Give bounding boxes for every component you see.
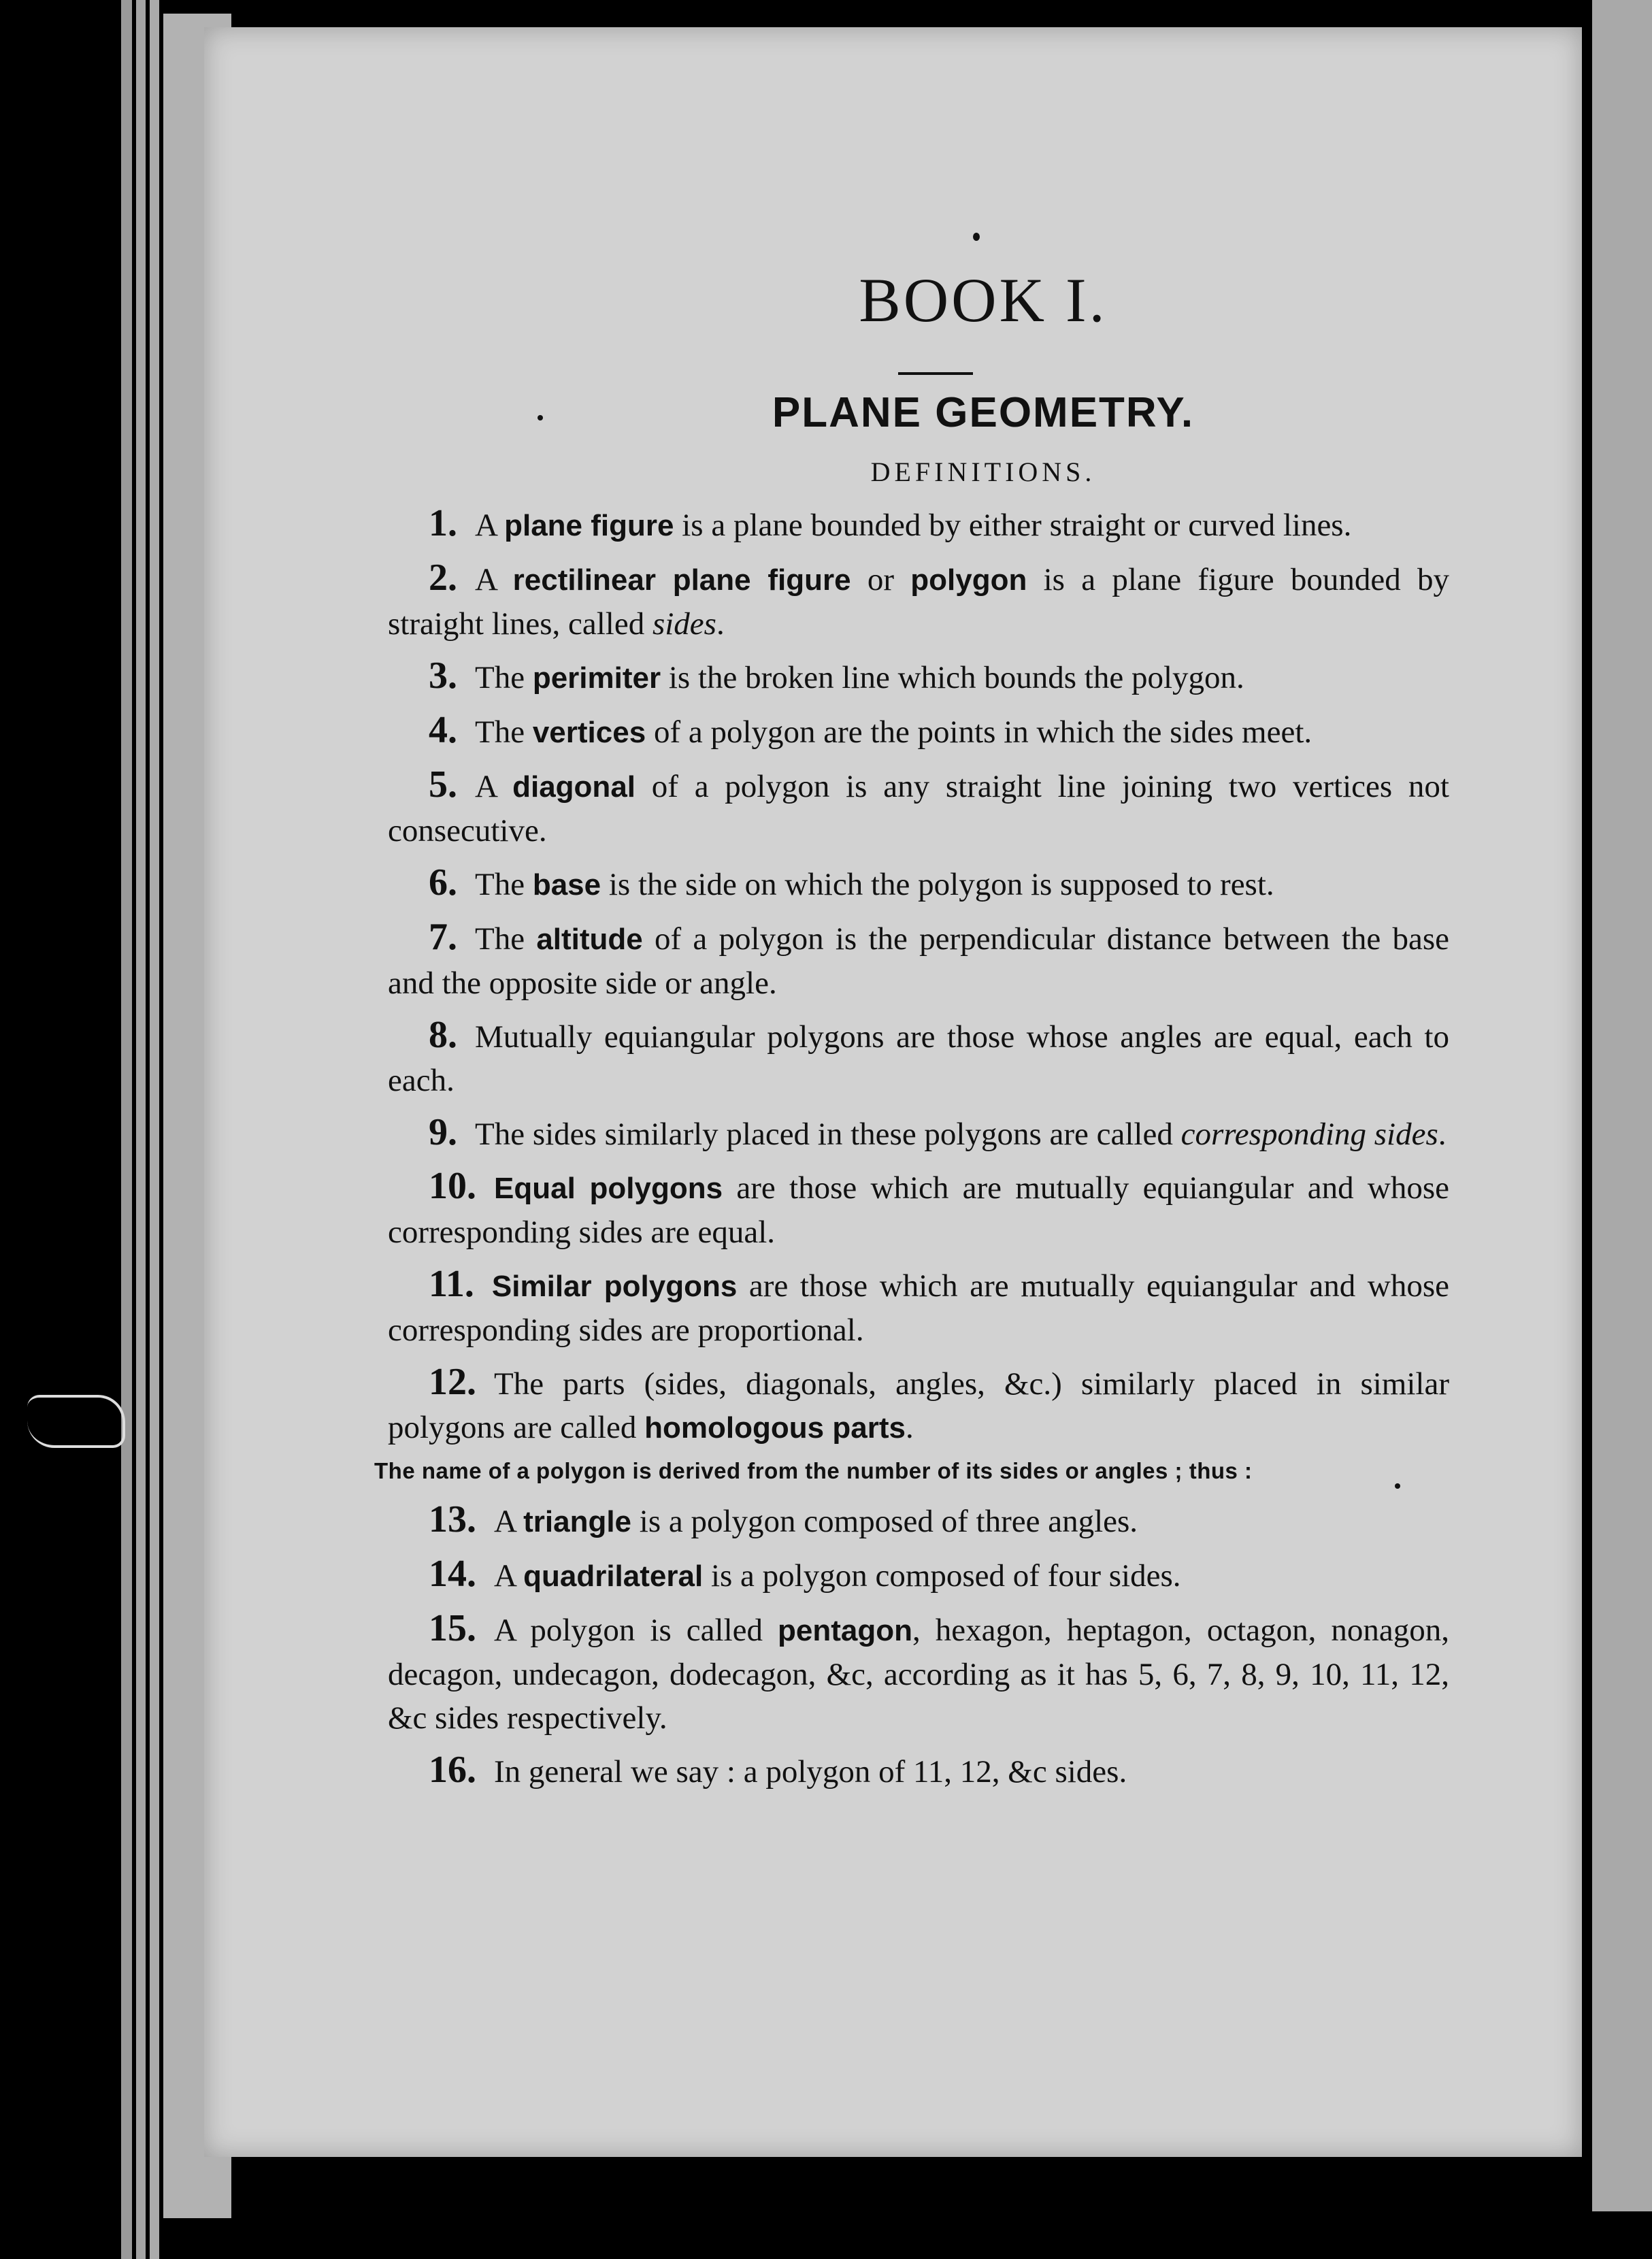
defined-term: pentagon: [778, 1614, 913, 1647]
defined-term: quadrilateral: [523, 1560, 704, 1593]
definition-item: [388, 708, 1449, 755]
definition-item: [388, 1552, 1449, 1598]
definition-item: [388, 1606, 1449, 1740]
definitions-list-2: [388, 1498, 1456, 1794]
definition-text: A: [494, 1504, 524, 1539]
definition-text: is a polygon composed of three angles.: [631, 1504, 1138, 1539]
definition-text: The: [475, 921, 537, 957]
definition-text: The: [475, 714, 533, 750]
defined-term: diagonal: [512, 770, 636, 804]
defined-term: altitude: [536, 923, 643, 956]
polygon-naming-note: The name of a polygon is derived from the number of its sides or angles ; thus :: [374, 1458, 1253, 1483]
book-title: BOOK I.: [859, 265, 1108, 335]
definition-item: [388, 1748, 1449, 1794]
definition-text: is the broken line which bounds the polygon.: [661, 660, 1244, 695]
definition-text: A: [494, 1558, 524, 1594]
definition-text: is the side on which the polygon is supposed to rest.: [601, 867, 1274, 902]
definitions-heading: DEFINITIONS.: [870, 457, 1096, 487]
page-edge: [121, 0, 132, 2259]
definition-text: .: [905, 1410, 914, 1445]
definition-text: In general we say : a polygon of 11, 12, &c sides.: [494, 1754, 1127, 1790]
italic-term: corresponding sides: [1180, 1117, 1438, 1152]
definition-number: 11.: [429, 1263, 474, 1305]
paper-scrap: [27, 1395, 125, 1448]
definition-number: 13.: [429, 1498, 476, 1540]
definition-item: [388, 861, 1449, 907]
definition-text: The parts (sides, diagonals, angles, &c.) similarly placed in similar polygons are called: [388, 1366, 1449, 1445]
definition-text: is a plane figure bounded by straight lines, called: [388, 562, 1449, 642]
definition-number: 1.: [429, 502, 457, 544]
defined-term: homologous parts: [644, 1411, 906, 1445]
definition-number: 7.: [429, 916, 457, 958]
defined-term: rectilinear plane figure: [512, 563, 851, 597]
definition-text: A: [475, 508, 505, 543]
definition-text: of a polygon is any straight line joining two vertices not consecutive.: [388, 769, 1449, 848]
ink-speck: [973, 233, 980, 241]
definition-number: 5.: [429, 763, 457, 806]
definition-text: Mutually equiangular polygons are those whose angles are equal, each to each.: [388, 1019, 1449, 1098]
definition-number: 3.: [429, 655, 457, 697]
page-content: [374, 265, 1456, 1802]
definition-item: [388, 1262, 1449, 1352]
definition-text: A: [475, 769, 513, 804]
definition-number: 4.: [429, 709, 457, 751]
definition-text: A polygon is called: [494, 1613, 778, 1648]
page-edge: [150, 0, 159, 2259]
definition-text: , hexagon, heptagon, octagon, nonagon, decagon, undecagon, dodecagon, &c, according as it has 5, 6, 7, 8, 9, 10, 11, 12, &c sides respectively.: [388, 1613, 1449, 1736]
definition-number: 14.: [429, 1553, 476, 1595]
definition-text: The: [475, 867, 533, 902]
definition-text: are those which are mutually equiangular and whose corresponding sides are equal.: [388, 1170, 1450, 1250]
definition-item: [388, 1164, 1449, 1254]
italic-term: sides: [652, 606, 716, 642]
definitions-list: [388, 501, 1456, 1450]
page-edge: [136, 0, 146, 2259]
definition-item: [388, 556, 1449, 646]
definition-text: The: [475, 660, 533, 695]
definition-text: of a polygon are the points in which the sides meet.: [646, 714, 1312, 750]
defined-term: plane figure: [504, 509, 674, 542]
defined-term: triangle: [523, 1505, 632, 1538]
definition-text: or: [850, 562, 911, 597]
definition-number: 9.: [429, 1111, 457, 1153]
defined-term: base: [532, 868, 601, 902]
definition-item: [388, 1498, 1449, 1544]
definition-text: is a plane bounded by either straight or curved lines.: [674, 508, 1352, 543]
definition-text: A: [475, 562, 513, 597]
title-rule: [898, 372, 973, 375]
definition-number: 6.: [429, 861, 457, 904]
definition-text: The sides similarly placed in these polygons are called: [475, 1117, 1181, 1152]
section-title: PLANE GEOMETRY.: [772, 389, 1195, 436]
definition-text: of a polygon is the perpendicular distance between the base and the opposite side or angle.: [388, 921, 1449, 1001]
defined-term: perimiter: [532, 661, 661, 695]
definition-number: 8.: [429, 1014, 457, 1056]
definition-text: .: [1438, 1117, 1447, 1152]
definition-text: .: [716, 606, 725, 642]
defined-term: vertices: [532, 716, 646, 749]
definition-item: [388, 915, 1449, 1005]
definition-number: 12.: [429, 1361, 476, 1403]
definition-item: [388, 1013, 1449, 1102]
defined-term: Similar polygons: [491, 1270, 738, 1303]
definition-item: [388, 654, 1449, 700]
definition-text: are those which are mutually equiangular and whose corresponding sides are proportional.: [388, 1268, 1449, 1348]
definition-number: 2.: [429, 557, 457, 599]
definition-number: 16.: [429, 1749, 476, 1791]
definition-text: is a polygon composed of four sides.: [703, 1558, 1181, 1594]
definition-item: [388, 501, 1449, 548]
definition-item: [388, 763, 1449, 853]
definition-number: 15.: [429, 1607, 476, 1649]
definition-number: 10.: [429, 1165, 476, 1207]
definition-item: [388, 1110, 1449, 1156]
facing-page-edge: [1592, 0, 1652, 2211]
defined-term: Equal polygons: [494, 1172, 723, 1205]
definition-item: [388, 1360, 1449, 1450]
defined-term: polygon: [910, 563, 1027, 597]
